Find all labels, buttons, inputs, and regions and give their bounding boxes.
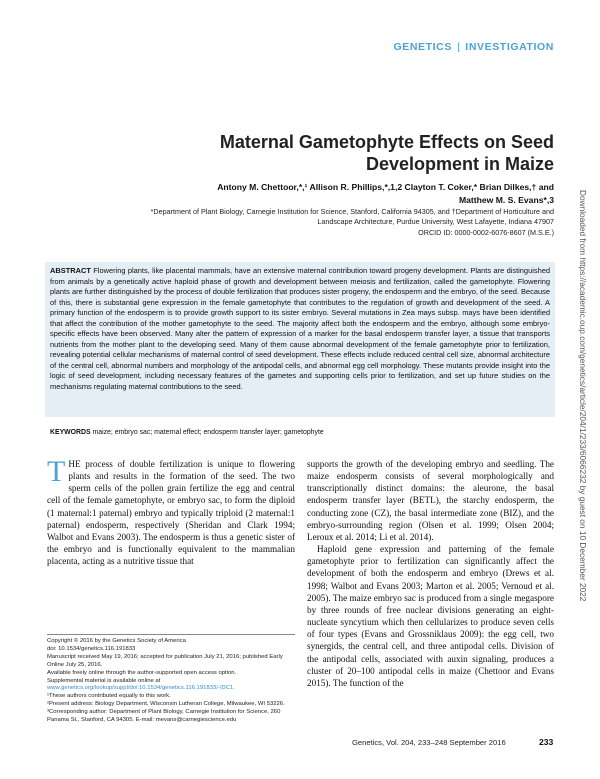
orcid-id: ORCID ID: 0000-0002-6076-8607 (M.S.E.)	[418, 228, 554, 237]
manuscript-dates: Manuscript received May 19, 2016; accepted for publication July 21, 2016; published Early Online July 25, 2016.	[47, 653, 283, 668]
keywords-text: maize; embryo sac; maternal effect; endosperm transfer layer; gametophyte	[90, 429, 324, 436]
section-name: INVESTIGATION	[465, 41, 554, 53]
abstract-label: ABSTRACT	[50, 266, 91, 275]
open-access-note: Available freely online through the author-supported open access option.	[47, 669, 237, 676]
author-line-1: Antony M. Chettoor,*,¹ Allison R. Phillips,*,1,2 Clayton T. Coker,* Brian Dilkes,† and	[217, 182, 554, 192]
footnote-1: ¹These authors contributed equally to this work.	[47, 693, 171, 700]
keywords-label: KEYWORDS	[50, 429, 91, 436]
journal-name: GENETICS	[393, 41, 452, 53]
footnotes	[47, 638, 295, 725]
affiliation-line-2: Landscape Architecture, Purdue University, West Lafayette, Indiana 47907	[317, 217, 554, 226]
drop-cap: T	[47, 455, 66, 488]
abstract-text: Flowering plants, like placental mammals, have an extensive maternal contribution toward progeny development. Plants are distinguished from animals by a genetically active haploid phase of growth and development between meiosis and fertilization, called the gametophyte. Flowering plants are further distinguished by the process of double fertilization that produces sister progeny, the endosperm and the embryo, of the seed. Because of this, there is substantial gene expression in the female gametophyte that contributes to the regulation of growth and development of the seed. A primary function of the endosperm is to provide growth support to its sister embryo. Several mutations in Zea mays subsp. mays have been identified that affect the contribution of the mother gametophyte to the seed. The majority affect both the endosperm and the embryo, although some embryo-specific effects have been observed. Many alter the pattern of expression of a marker for the basal endosperm transfer layer, a tissue that transports nutrients from the mother plant to the developing seed. Many of them cause abnormal development of the female gametophyte prior to fertilization, revealing potential cellular mechanisms of maternal control of seed development. These effects include reduced central cell size, abnormal architecture of the central cell, abnormal numbers and morphology of the antipodal cells, and abnormal egg cell morphology. These mutants provide insight into the logic of seed development, including necessary features of the gametes and supporting cells prior to fertilization, and set up future studies on the mechanisms regulating maternal contributions to the seed.	[50, 266, 550, 392]
author-list	[84, 181, 554, 207]
download-watermark-text: Downloaded from https://academic.oup.com/genetics/article/204/1/233/6066232 by guest on 10 December 2022	[578, 190, 588, 602]
page-number: 233	[539, 737, 554, 747]
journal-header	[393, 41, 554, 53]
intro-paragraph-1: HE process of double fertilization is unique to flowering plants and results in the formation of the seed. The two sperm cells of the pollen grain fertilize the egg and central cell of the female gametophyte, or embryo sac, to form the diploid (1 maternal:1 paternal) embryo and typically triploid (2 maternal:1 paternal) endosperm, respectively (Sheridan and Clark 1994; Walbot and Evans 2003). The endosperm is thus a genetic sister of the embryo and is functionally equivalent to the mammalian placenta, acting as a nutritive tissue that	[47, 459, 295, 567]
intro-paragraph-3: Haploid gene expression and patterning of the female gametophyte prior to fertilization can significantly affect the development of both the endosperm and embryo (Drews et al. 1998; Walbot and Evans 2003; Marton et al. 2005; Vernoud et al. 2005). The maize embryo sac is produced from a single megaspore by three rounds of free nuclear divisions generating an eight-nucleate syncytium which then cellularizes to produce seven cells of four types (Evans and Grossniklaus 2009): the egg cell, two synergids, the central cell, and three antipodal cells. Division of the antipodal cells, associated with auxin signaling, produces a cluster of 20–100 antipodal cells in maize (Chettoor and Evans 2015). The function of the	[307, 544, 554, 688]
body-column-right	[307, 458, 554, 689]
supplemental-note	[47, 678, 295, 694]
affiliation-line-1: *Department of Plant Biology, Carnegie Institution for Science, Stanford, California 94305, and †Department of Horticulture and	[150, 207, 554, 216]
paper-title: Maternal Gametophyte Effects on Seed Development in Maize	[219, 132, 554, 174]
footnote-divider	[47, 634, 295, 635]
header-separator: |	[456, 41, 461, 53]
footnote-2: ²Present address: Biology Department, Wisconsin Lutheran College, Milwaukee, WI 53226.	[47, 701, 285, 708]
abstract	[50, 266, 550, 393]
intro-paragraph-2: supports the growth of the developing embryo and seedling. The maize endosperm consists of several morphologically and transcriptionally distinct domains: the aleurone, the basal endosperm transfer layer (BETL), the starchy endosperm, the conducting zone (CZ), the basal intermediate zone (BIZ), and the embryo-surrounding region (Olsen et al. 1999; Olsen 2004; Leroux et al. 2014; Li et al. 2014).	[307, 459, 554, 542]
body-column-left	[47, 455, 295, 567]
affiliations	[84, 207, 554, 227]
keywords	[50, 429, 550, 436]
download-watermark	[577, 190, 589, 600]
doi-note: doi: 10.1534/genetics.116.191833	[47, 645, 136, 652]
journal-citation: Genetics, Vol. 204, 233–248 September 2016	[352, 738, 506, 747]
supplemental-link[interactable]: www.genetics.org/lookup/suppl/doi:10.1534/genetics.116.191833/-/DC1.	[47, 685, 235, 692]
supplemental-text: Supplemental material is available online at	[47, 677, 161, 684]
author-line-2: Matthew M. S. Evans*,3	[458, 195, 554, 205]
copyright-note: Copyright © 2016 by the Genetics Society of America	[47, 638, 186, 644]
footnote-3: ³Corresponding author: Department of Plant Biology, Carnegie Institution for Science, 260 Panama St., Stanford, CA 94305. E-mail: mevans@carnegiescience.edu	[47, 709, 281, 724]
